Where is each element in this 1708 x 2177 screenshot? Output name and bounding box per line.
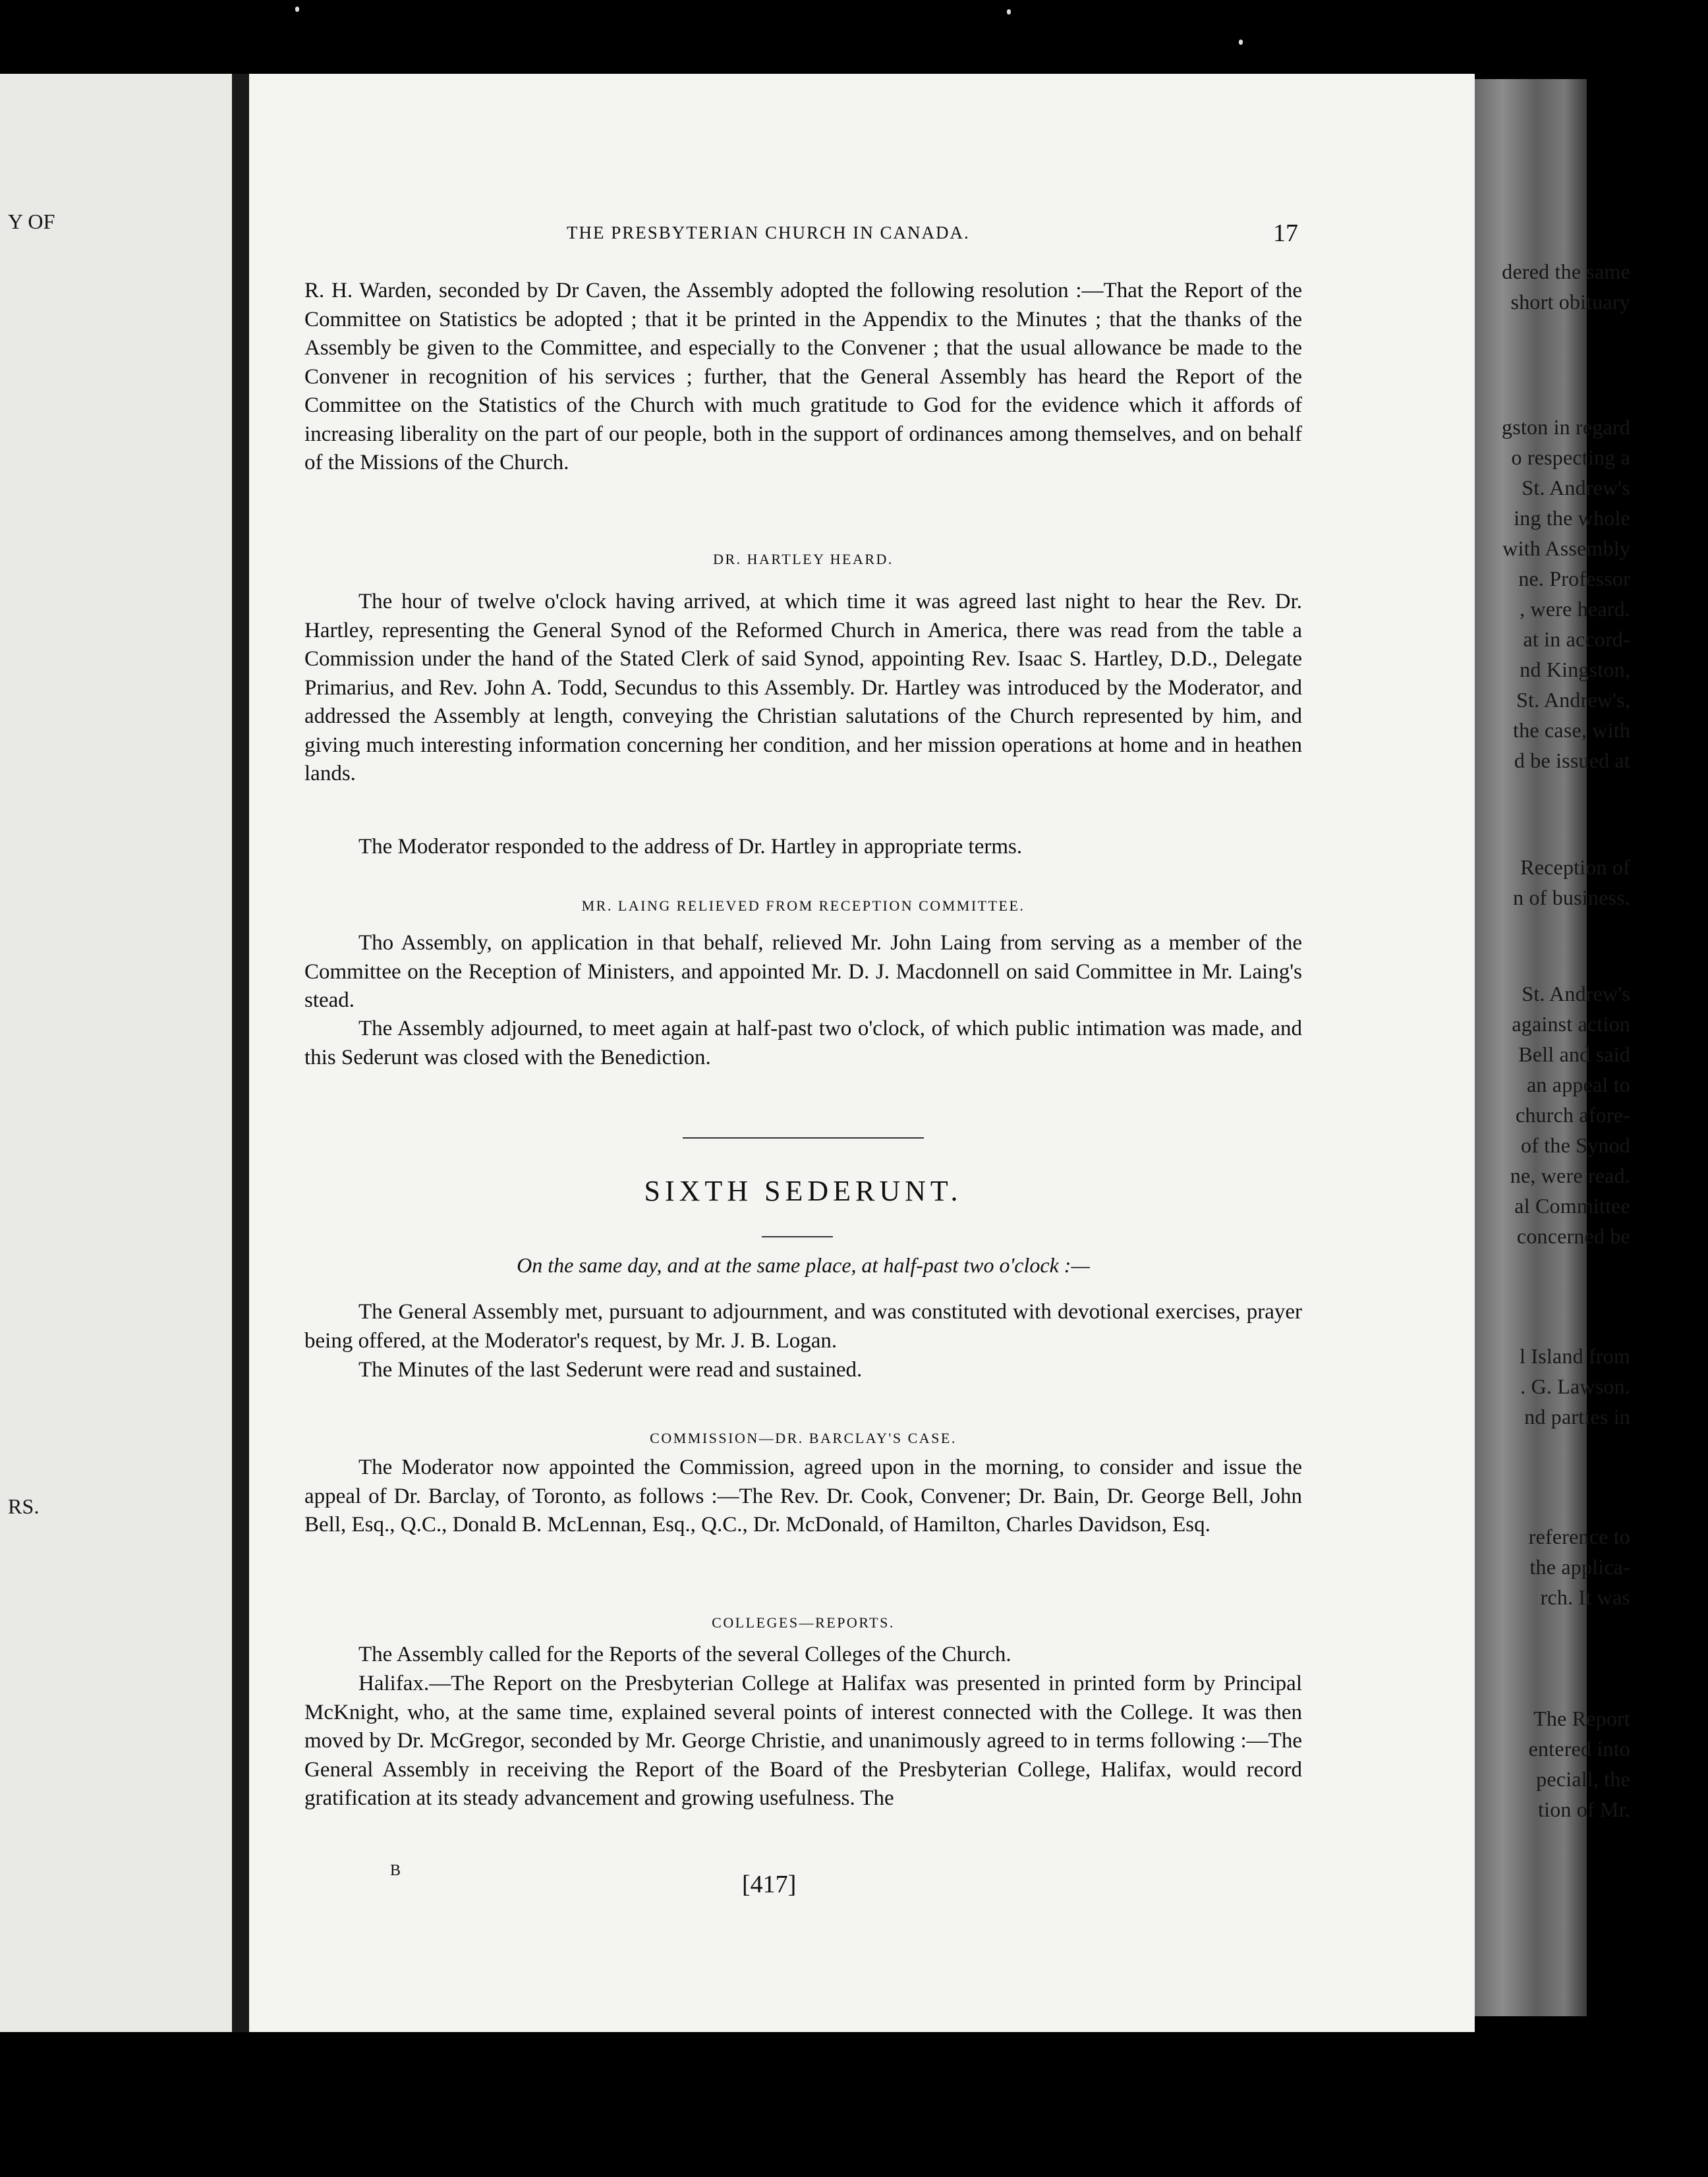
left-page-line: the applica- [1529, 1555, 1630, 1579]
running-head: THE PRESBYTERIAN CHURCH IN CANADA. [567, 223, 970, 242]
left-page-line: St. Andrew's [1522, 982, 1630, 1005]
scan-speck [1239, 40, 1243, 45]
heading-commission: COMMISSION—DR. BARCLAY'S CASE. [650, 1430, 957, 1446]
book-gutter [232, 74, 249, 2032]
left-page-line: al Committee [1514, 1194, 1630, 1218]
scan-speck [295, 7, 299, 12]
scan-speck [1007, 9, 1011, 14]
left-page-line: peciall, the [1536, 1767, 1630, 1791]
left-page-line: , were heard. [1520, 597, 1630, 621]
left-page-line: Reception of [1520, 855, 1630, 879]
paragraph-halifax: Halifax.—The Report on the Presbyterian College at Halifax was presented in printed form by Principal McKnight, who, at the same time, explained several points of interest connected with the College. It was then moved by Dr. McGregor, seconded by Mr. George Christie, and unanimously agreed to in terms following :—The General Assembly in receiving the Report of the Board of the Presbyterian College, Halifax, would record gratification at its steady advancement and growing usefulness. The [304, 1672, 1302, 1810]
left-page-line: Bell and said [1518, 1042, 1630, 1066]
section-title: SIXTH SEDERUNT. [644, 1175, 963, 1207]
left-page-line: rch. It was [1540, 1585, 1630, 1609]
left-page-line: short obituary [1510, 290, 1630, 314]
left-page-line: Y OF [8, 210, 55, 233]
left-page [0, 74, 232, 2032]
title-underline [762, 1236, 833, 1237]
left-page-line: St. Andrew's [1522, 476, 1630, 499]
left-page-line: the case, with [1513, 718, 1630, 742]
paragraph-colleges-called: The Assembly called for the Reports of the several Colleges of the Church. [358, 1643, 1011, 1666]
paragraph-commission: The Moderator now appointed the Commission, agreed upon in the morning, to consider and issue the appeal of Dr. Barclay, of Toronto, as follows :—The Rev. Dr. Cook, Convener; Dr. Bain, Dr. George Bell, John Bell, Esq., Q.C., Donald B. McLennan, Esq., Q.C., Dr. McDonald, of Hamilton, Charles Davidson, Esq. [304, 1456, 1302, 1537]
left-page-line: dered the same [1502, 260, 1630, 283]
date-line: On the same day, and at the same place, at half-past two o'clock :— [517, 1253, 1090, 1277]
section-divider [683, 1137, 924, 1139]
paragraph-assembly-met: The General Assembly met, pursuant to adjournment, and was constituted with devotional exercises, prayer being offered, at the Moderator's request, by Mr. J. B. Logan. [304, 1300, 1302, 1353]
left-page-line: . G. Lawson. [1520, 1374, 1630, 1398]
left-page-line: of the Synod [1521, 1133, 1630, 1157]
paragraph-hartley [304, 588, 1302, 789]
paragraph-resolution: R. H. Warden, seconded by Dr Caven, the Assembly adopted the following resolution :—That the Report of the Committee on Statistics be adopted ; that it be printed in the Appendix to the Minutes ; that the thanks of the Assembly be given to the Committee, and especially to the Convener ; that the usual allowance be made to the Convener in recognition of his services ; further, that the General Assembly has heard the Report of the Committee on the Statistics of the Church with much gratitude to God for the evidence which it affords of increasing liberality on the part of our people, both in the support of ordinances among themselves, and on behalf of the Missions of the Church. [304, 279, 1302, 474]
heading-colleges: COLLEGES—REPORTS. [712, 1614, 895, 1631]
left-page-line: St. Andrew's, [1516, 688, 1630, 712]
left-page-line: ing the whole [1514, 506, 1630, 530]
left-page-line: concerned be [1516, 1224, 1630, 1248]
left-page-line: RS. [8, 1494, 40, 1518]
scan-border [0, 2032, 1708, 2177]
left-page-line: reference to [1528, 1525, 1630, 1548]
left-page-line: entered into [1528, 1737, 1630, 1761]
paragraph-moderator-response: The Moderator responded to the address of Dr. Hartley in appropriate terms. [358, 835, 1023, 859]
left-page-line: ne, were read. [1510, 1164, 1630, 1187]
left-page-line: n of business. [1513, 886, 1630, 909]
left-page-line: o respecting a [1511, 445, 1630, 469]
bottom-page-number: [417] [742, 1871, 797, 1898]
left-page-line: d be issued at [1514, 749, 1630, 772]
heading-laing-relieved: MR. LAING RELIEVED FROM RECEPTION COMMITTEE. [581, 897, 1025, 914]
heading-hartley-heard: DR. HARTLEY HEARD. [713, 551, 894, 567]
paragraph-hartley-text: The hour of twelve o'clock having arrived, at which time it was agreed last night to hear the Rev. Dr. Hartley, representing the General Synod of the Reformed Church in America, there was read from the table a Commission under the hand of the Stated Clerk of said Synod, appointing Rev. Isaac S. Hartley, D.D., Delegate Primarius, and Rev. John A. Todd, Secundus to this Assembly. Dr. Hartley was introduced by the Moderator, and addressed the Assembly at length, conveying the Christian salutations of the Church represented by him, and giving much interesting information concerning her condition, and her mission operations at home and in heathen lands. [304, 590, 1302, 785]
left-page-line: l Island from [1520, 1344, 1630, 1368]
left-page-line: tion of Mr. [1538, 1797, 1630, 1821]
left-page-line: nd parties in [1524, 1405, 1630, 1428]
paragraph-minutes: The Minutes of the last Sederunt were read and sustained. [358, 1358, 863, 1382]
left-page-line: nd Kingston, [1520, 658, 1630, 681]
left-page-line: ne. Professor [1518, 567, 1630, 590]
left-page-line: against action [1512, 1012, 1630, 1036]
paragraph-adjourned: The Assembly adjourned, to meet again at half-past two o'clock, of which public intimation was made, and this Sederunt was closed with the Benediction. [304, 1017, 1302, 1069]
left-page-line: gston in regard [1502, 415, 1630, 439]
page-number: 17 [1273, 219, 1298, 247]
left-page-line: at in accord- [1523, 627, 1630, 651]
left-page-line: church afore- [1515, 1103, 1630, 1127]
left-page-line: an appeal to [1527, 1073, 1630, 1096]
left-page-line: The Report [1533, 1707, 1630, 1730]
left-page-line: with Assembly [1502, 536, 1630, 560]
signature-mark: B [390, 1862, 401, 1879]
paragraph-laing: Tho Assembly, on application in that behalf, relieved Mr. John Laing from serving as a member of the Committee on the Reception of Ministers, and appointed Mr. D. J. Macdonnell on said Committee in Mr. Laing's stead. [304, 931, 1302, 1012]
